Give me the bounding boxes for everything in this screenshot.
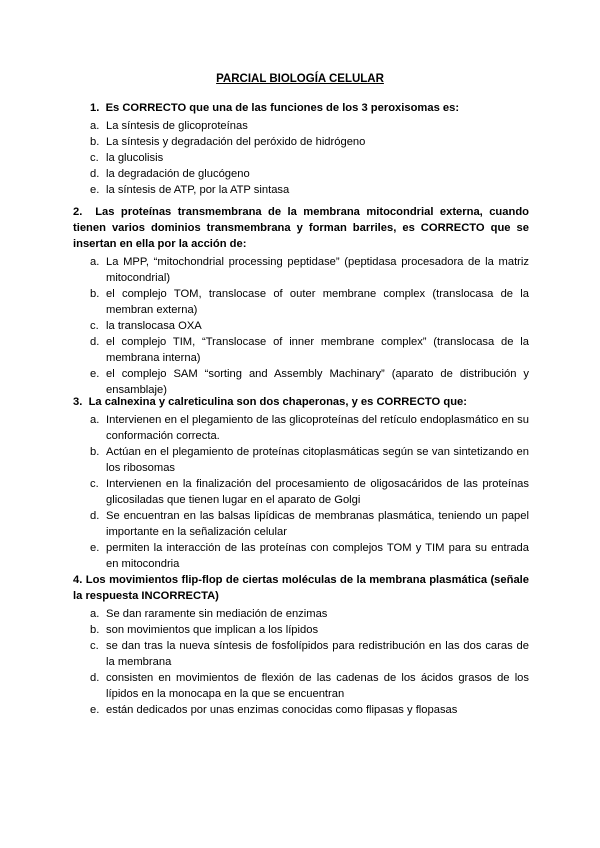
question-text: Los movimientos flip-flop de ciertas moléculas de la membrana plasmática (señale la respuesta INCORRECTA) <box>73 574 530 602</box>
option-a: a. Se dan raramente sin mediación de enzimas <box>90 608 328 620</box>
option-b: b. Actúan en el plegamiento de proteínas citoplasmáticas según se van sintetizando en los ribosomas <box>90 446 529 474</box>
question-4 <box>73 572 529 718</box>
question-text: Las proteínas transmembrana de la membrana mitocondrial externa, cuando tienen varios dominios transmembrana y forman barriles, es CORRECTO que se insertan en ella por la acción de: <box>73 206 529 250</box>
option-a: a. La síntesis de glicoproteínas <box>90 120 248 132</box>
option-a: a. La MPP, “mitochondrial processing peptidase” (peptidasa procesadora de la matriz mitocondrial) <box>90 256 529 284</box>
question-number: 4. <box>73 574 83 586</box>
option-e: e. permiten la interacción de las proteínas con complejos TOM y TIM para su entrada en mitocondria <box>90 542 529 570</box>
option-d: d. el complejo TIM, “Translocase of inner membrane complex” (translocasa de la membrana interna) <box>90 336 529 364</box>
option-d: d. consisten en movimientos de flexión de las cadenas de los ácidos grasos de los lípidos en la monocapa en la que se encuentran <box>90 672 529 700</box>
question-1 <box>73 100 529 198</box>
options-list <box>73 606 529 718</box>
option-e: e. están dedicados por unas enzimas conocidas como flipasas y flopasas <box>90 704 458 716</box>
options-list <box>73 254 529 398</box>
option-c: c. Intervienen en la finalización del procesamiento de oligosacáridos de las proteínas glicosiladas que tienen lugar en el aparato de Golgi <box>90 478 529 506</box>
option-b: b. La síntesis y degradación del peróxido de hidrógeno <box>90 136 366 148</box>
page-title: PARCIAL BIOLOGÍA CELULAR <box>216 73 384 85</box>
option-c: c. se dan tras la nueva síntesis de fosfolípidos para redistribución en las dos caras de la membrana <box>90 640 529 668</box>
question-number: 3. <box>73 396 83 408</box>
question-1-stem <box>73 100 529 116</box>
question-3 <box>73 394 529 572</box>
option-e: e. la síntesis de ATP, por la ATP sintasa <box>90 184 290 196</box>
question-2-stem <box>73 204 529 252</box>
question-2 <box>73 204 529 398</box>
question-number: 2. <box>73 206 83 218</box>
option-a: a. Intervienen en el plegamiento de las glicoproteínas del retículo endoplasmático en su conformación correcta. <box>90 414 529 442</box>
option-c: c. la translocasa OXA <box>90 320 202 332</box>
options-list <box>73 412 529 572</box>
option-b: b. el complejo TOM, translocase of outer membrane complex (translocasa de la membran externa) <box>90 288 529 316</box>
options-list <box>73 118 529 198</box>
question-3-stem <box>73 394 529 410</box>
option-d: d. Se encuentran en las balsas lipídicas de membranas plasmática, teniendo un papel importante en la señalización celular <box>90 510 529 538</box>
question-text: Es CORRECTO que una de las funciones de los 3 peroxisomas es: <box>105 102 460 114</box>
question-number: 1. <box>90 102 100 114</box>
option-d: d. la degradación de glucógeno <box>90 168 250 180</box>
question-4-stem <box>73 572 529 604</box>
option-b: b. son movimientos que implican a los lípidos <box>90 624 319 636</box>
option-c: c. la glucolisis <box>90 152 164 164</box>
option-e: e. el complejo SAM “sorting and Assembly Machinary” (aparato de distribución y ensamblaje) <box>90 368 529 396</box>
question-text: La calnexina y calreticulina son dos chaperonas, y es CORRECTO que: <box>88 396 467 408</box>
